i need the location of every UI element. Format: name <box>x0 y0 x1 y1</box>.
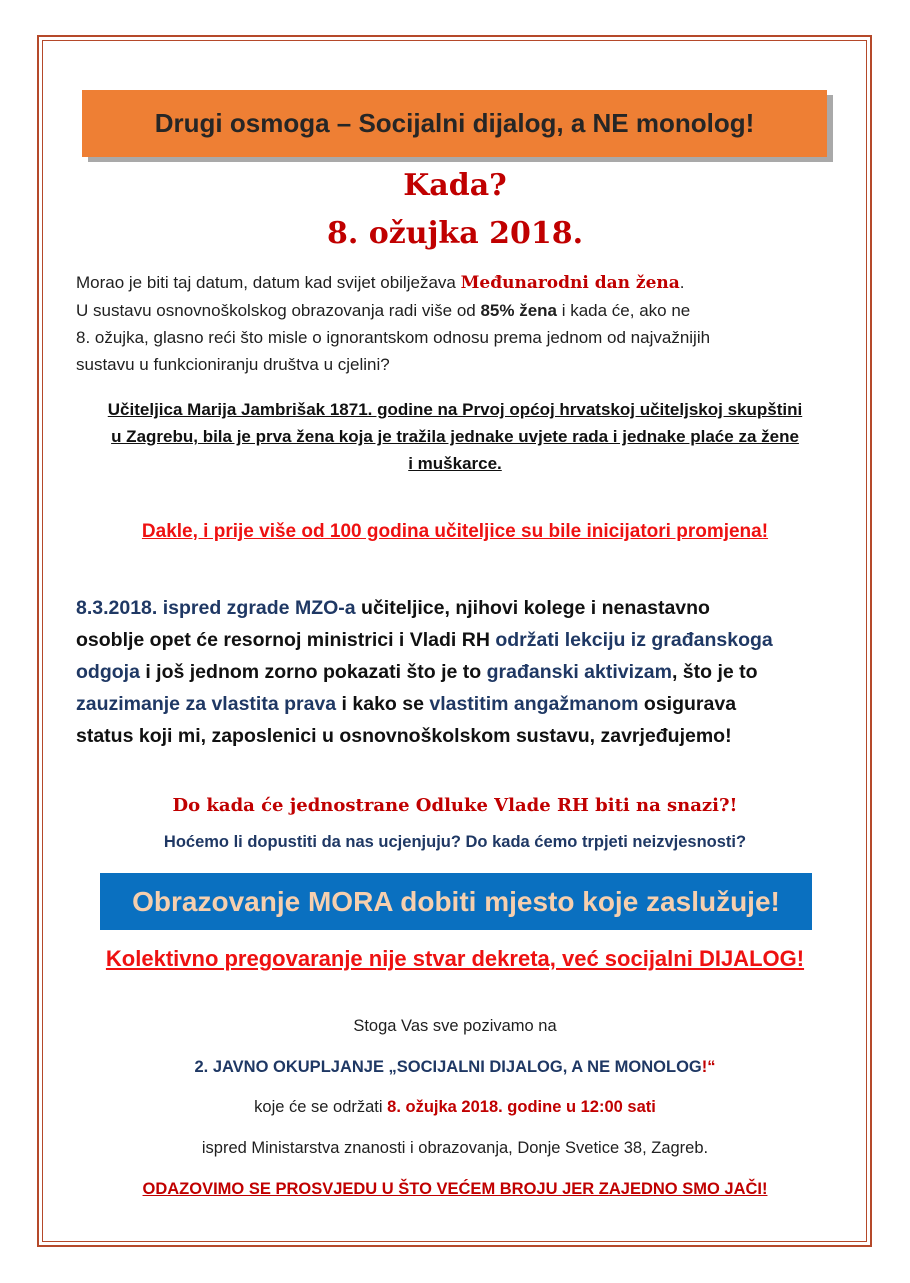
announce-highlight: održati lekciju iz građanskoga <box>495 629 773 651</box>
invite-line-1: Stoga Vas sve pozivamo na <box>353 1017 557 1035</box>
intro-text: U sustavu osnovnoškolskog obrazovanja radi više od <box>76 301 481 320</box>
announce-highlight: vlastitim angažmanom <box>429 693 639 715</box>
announce-line-5: status koji mi, zaposlenici u osnovnoškolskom sustavu, zavrjeđujemo! <box>76 725 732 747</box>
collective-bargaining-slogan: Kolektivno pregovaranje nije stvar dekreta, već socijalni DIJALOG! <box>105 946 805 971</box>
gathering-title: 2. JAVNO OKUPLJANJE „SOCIJALNI DIJALOG, A NE MONOLOG <box>194 1058 702 1076</box>
announce-highlight: odgoja <box>76 661 140 683</box>
percentage-highlight: 85% žena <box>480 301 557 320</box>
announce-highlight: zauzimanje za vlastita prava <box>76 693 337 715</box>
announce-line-1 <box>76 592 856 624</box>
announce-text: i kako se <box>336 693 430 715</box>
question-red: Do kada će jednostrane Odluke Vlade RH biti na snazi?! <box>172 795 738 816</box>
gathering-title-end: !“ <box>701 1058 716 1076</box>
announcement-paragraph <box>76 592 856 752</box>
title-banner <box>82 90 827 157</box>
intro-paragraph <box>76 269 846 378</box>
announce-line-2 <box>76 624 856 656</box>
question-blue: Hoćemo li dopustiti da nas ucjenjuju? Do kada ćemo trpjeti neizvjesnosti? <box>163 833 747 851</box>
history-line-1: Učiteljica Marija Jambrišak 1871. godine na Prvoj općoj hrvatskoj učiteljskoj skupštini <box>107 400 803 419</box>
announce-text: učiteljice, njihovi kolege i nenastavno <box>355 597 710 619</box>
protest-call: ODAZOVIMO SE PROSVJEDU U ŠTO VEĆEM BROJU JER ZAJEDNO SMO JAČI! <box>142 1180 768 1198</box>
history-line-3: i muškarce. <box>408 454 502 473</box>
announce-text: i još jednom zorno pokazati što je to <box>139 661 487 683</box>
education-banner <box>100 873 812 930</box>
page-title: Drugi osmoga – Socijalni dijalog, a NE monolog! <box>154 108 755 138</box>
education-banner-text: Obrazovanje MORA dobiti mjesto koje zaslužuje! <box>132 885 780 917</box>
event-date: 8. ožujka 2018. <box>326 216 584 251</box>
announce-highlight: 8.3.2018. ispred zgrade MZO-a <box>76 597 356 619</box>
announce-highlight: građanski aktivizam <box>486 661 672 683</box>
when-heading: Kada? <box>403 168 507 203</box>
announce-line-3 <box>76 656 856 688</box>
invite-line-3 <box>0 1098 910 1117</box>
history-paragraph <box>60 396 850 477</box>
announce-text: , što je to <box>671 661 758 683</box>
intro-text: Morao je biti taj datum, datum kad svijet obilježava <box>76 273 461 292</box>
womens-day-highlight: Međunarodni dan žena <box>460 273 680 293</box>
invite-text: koje će se održati <box>254 1098 388 1116</box>
history-conclusion: Dakle, i prije više od 100 godina učiteljice su bile inicijatori promjena! <box>141 521 769 542</box>
intro-line-1 <box>76 269 846 297</box>
intro-line-2 <box>76 297 846 324</box>
announce-line-4 <box>76 688 856 720</box>
event-time-highlight: 8. ožujka 2018. godine u 12:00 sati <box>387 1098 656 1116</box>
intro-text: i kada će, ako ne <box>557 301 691 320</box>
intro-text: . <box>679 273 685 292</box>
invite-line-2 <box>0 1058 910 1077</box>
announce-text: osigurava <box>638 693 737 715</box>
history-line-2: u Zagrebu, bila je prva žena koja je tražila jednake uvjete rada i jednake plaće za žene <box>111 427 799 446</box>
event-location: ispred Ministarstva znanosti i obrazovanja, Donje Svetice 38, Zagreb. <box>201 1139 709 1157</box>
intro-line-4: sustavu u funkcioniranju društva u cjelini? <box>76 355 390 374</box>
announce-text: osoblje opet će resornoj ministrici i Vladi RH <box>76 629 496 651</box>
intro-line-3: 8. ožujka, glasno reći što misle o ignorantskom odnosu prema jednom od najvažnijih <box>76 328 711 347</box>
